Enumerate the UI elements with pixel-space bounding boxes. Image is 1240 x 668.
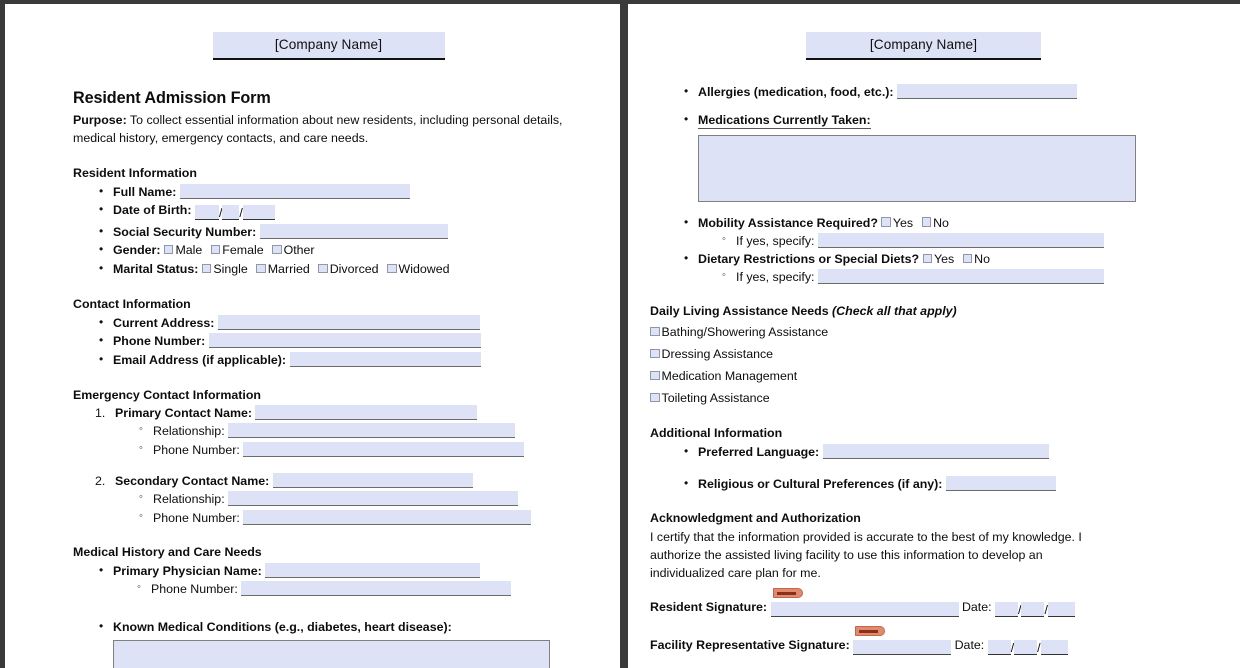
physician-phone-label: Phone Number: [151, 581, 238, 596]
current-address-input[interactable] [218, 315, 480, 330]
field-date-of-birth [99, 202, 584, 223]
additional-information-list [650, 444, 1197, 493]
facility-date-month[interactable] [988, 640, 1011, 655]
marital-option-married-label: Married [267, 262, 310, 277]
field-primary-relationship [139, 423, 584, 441]
gender-option-other-label: Other [283, 243, 315, 258]
field-secondary-relationship [139, 491, 584, 509]
checkbox-icon[interactable] [387, 264, 397, 274]
section-contact-information-heading: Contact Information [73, 296, 191, 311]
physician-phone-sublist [113, 581, 584, 599]
marital-option-divorced[interactable] [318, 262, 378, 276]
date-of-birth-label: Date of Birth: [113, 203, 192, 218]
medications-label: Medications Currently Taken: [698, 113, 871, 128]
resident-date-day[interactable] [1021, 602, 1044, 617]
email-address-label: Email Address (if applicable): [113, 352, 287, 367]
dob-sep-2: / [239, 206, 243, 221]
resident-date-input[interactable] [995, 602, 1075, 620]
ssn-label: Social Security Number: [113, 224, 257, 239]
primary-relationship-input[interactable] [228, 423, 515, 438]
secondary-contact-name-label: Secondary Contact Name: [115, 474, 270, 489]
allergies-input[interactable] [897, 84, 1077, 99]
dob-month-blank[interactable] [195, 205, 219, 220]
marital-option-widowed[interactable] [387, 262, 449, 276]
secondary-phone-input[interactable] [243, 510, 531, 525]
gender-label: Gender: [113, 243, 161, 258]
known-conditions-textbox[interactable] [113, 640, 550, 668]
facility-date-sep-1: / [1010, 641, 1015, 656]
secondary-relationship-input[interactable] [228, 491, 518, 506]
checkbox-icon[interactable] [318, 264, 328, 274]
field-allergies [684, 84, 1197, 102]
daily-living-option-bathing-label: Bathing/Showering Assistance [661, 325, 829, 340]
dietary-specify-sublist [698, 269, 1197, 287]
daily-living-option-dressing-label: Dressing Assistance [661, 347, 774, 362]
emergency-contact-primary [95, 405, 584, 459]
dietary-option-yes-label: Yes [934, 252, 955, 267]
signature-tag-icon [855, 626, 885, 636]
daily-living-heading-text: Daily Living Assistance Needs [650, 304, 829, 319]
facility-signature-row [650, 637, 1197, 658]
facility-date-year[interactable] [1041, 640, 1068, 655]
section-emergency-contact-heading: Emergency Contact Information [73, 387, 261, 402]
physician-phone-input[interactable] [241, 581, 511, 596]
marital-option-single[interactable] [202, 262, 248, 276]
resident-signature-field[interactable] [771, 602, 959, 620]
medical-history-list [73, 563, 584, 668]
facility-date-input[interactable] [988, 640, 1068, 658]
marital-option-married[interactable] [256, 262, 310, 276]
field-preferred-language [684, 444, 1197, 462]
checkbox-icon[interactable] [272, 245, 282, 255]
field-mobility-specify [722, 233, 1197, 251]
secondary-contact-name-input[interactable] [273, 473, 473, 488]
checkbox-icon[interactable] [164, 245, 174, 255]
daily-living-options [650, 324, 1197, 408]
mobility-option-yes-label: Yes [892, 215, 914, 230]
company-name-header: [Company Name] [806, 32, 1041, 60]
religious-preferences-label: Religious or Cultural Preferences (if any): [698, 476, 943, 491]
checkbox-icon[interactable] [881, 217, 891, 227]
emergency-contact-list [73, 405, 584, 527]
checkbox-icon[interactable] [650, 349, 660, 359]
daily-living-option-bathing[interactable] [650, 324, 1197, 342]
resident-date-month[interactable] [995, 602, 1018, 617]
field-email-address [99, 352, 584, 370]
checkbox-icon[interactable] [650, 393, 660, 403]
secondary-contact-sublist [115, 491, 584, 527]
resident-signature-input[interactable] [771, 602, 959, 617]
dietary-label: Dietary Restrictions or Special Diets? [698, 252, 920, 267]
daily-living-option-medication[interactable] [650, 368, 1197, 386]
marital-option-divorced-label: Divorced [329, 262, 379, 277]
purpose-statement [73, 111, 584, 147]
marital-option-widowed-label: Widowed [398, 262, 450, 277]
company-name-header: [Company Name] [213, 32, 445, 60]
field-dietary-specify [722, 269, 1197, 287]
secondary-phone-label: Phone Number: [153, 510, 240, 525]
purpose-label: Purpose: [73, 113, 127, 128]
mobility-label: Mobility Assistance Required? [698, 215, 878, 230]
mobility-specify-label: If yes, specify: [736, 233, 815, 248]
daily-living-option-toileting[interactable] [650, 390, 1197, 408]
field-medications [684, 112, 1197, 202]
checkbox-icon[interactable] [202, 264, 212, 274]
dietary-option-no[interactable] [963, 252, 990, 266]
dob-sep-1: / [218, 206, 223, 221]
resident-date-sep-2: / [1044, 603, 1048, 618]
facility-signature-input[interactable] [853, 640, 951, 655]
gender-option-female[interactable] [211, 243, 264, 257]
primary-contact-name-label: Primary Contact Name: [115, 406, 253, 421]
primary-physician-input[interactable] [265, 563, 480, 578]
medications-textbox[interactable] [698, 135, 1136, 202]
secondary-relationship-label: Relationship: [153, 491, 225, 506]
emergency-contact-secondary [95, 473, 584, 527]
field-dietary-restrictions [684, 251, 1197, 286]
field-physician-phone [137, 581, 584, 599]
preferred-language-input[interactable] [823, 444, 1049, 459]
contact-information-list [73, 315, 584, 370]
page2-medical-list [650, 84, 1197, 287]
phone-number-label: Phone Number: [113, 334, 206, 349]
section-medical-history-heading: Medical History and Care Needs [73, 545, 262, 560]
facility-date-day[interactable] [1014, 640, 1037, 655]
primary-relationship-label: Relationship: [153, 424, 225, 439]
facility-date-label: Date: [954, 638, 985, 653]
daily-living-option-dressing[interactable] [650, 346, 1197, 364]
daily-living-heading-note: (Check all that apply) [832, 304, 957, 319]
dob-year-blank[interactable] [243, 205, 275, 220]
field-phone-number [99, 333, 584, 351]
document-page-1 [5, 4, 620, 668]
field-mobility-assistance [684, 215, 1197, 250]
preferred-language-label: Preferred Language: [698, 445, 820, 460]
gender-option-male[interactable] [164, 243, 202, 257]
section-additional-information-heading: Additional Information [650, 426, 783, 441]
field-secondary-phone [139, 510, 584, 528]
daily-living-option-medication-label: Medication Management [661, 369, 798, 384]
daily-living-option-toileting-label: Toileting Assistance [661, 391, 770, 406]
checkbox-icon[interactable] [650, 327, 660, 337]
facility-signature-field[interactable] [853, 640, 951, 658]
primary-phone-label: Phone Number: [153, 442, 240, 457]
marital-option-single-label: Single [213, 262, 248, 277]
mobility-option-yes[interactable] [881, 216, 913, 230]
field-gender [99, 242, 584, 260]
page-title: Resident Admission Form [73, 88, 271, 107]
resident-signature-label: Resident Signature: [650, 600, 768, 615]
checkbox-icon[interactable] [922, 217, 932, 227]
document-page-2 [628, 4, 1240, 668]
ssn-input[interactable] [260, 224, 448, 239]
gender-option-other[interactable] [272, 243, 315, 257]
allergies-label: Allergies (medication, food, etc.): [698, 84, 894, 99]
dietary-option-no-label: No [974, 252, 991, 267]
field-ssn [99, 224, 584, 242]
signature-tag-icon [773, 588, 803, 598]
phone-number-input[interactable] [209, 333, 481, 348]
checkbox-icon[interactable] [256, 264, 266, 274]
gender-option-female-label: Female [222, 243, 264, 258]
field-current-address [99, 315, 584, 333]
facility-date-sep-2: / [1037, 641, 1041, 656]
field-primary-phone [139, 442, 584, 460]
field-religious-preferences [684, 476, 1197, 494]
mobility-option-no-label: No [933, 215, 949, 230]
resident-date-year[interactable] [1048, 602, 1075, 617]
section-acknowledgment-heading: Acknowledgment and Authorization [650, 511, 861, 526]
dob-day-blank[interactable] [222, 205, 239, 220]
field-marital-status [99, 261, 584, 279]
dietary-specify-input[interactable] [818, 269, 1104, 284]
marital-status-label: Marital Status: [113, 262, 199, 277]
purpose-text: To collect essential information about new residents, including personal details, medical history, emergency contacts, and care needs. [73, 113, 563, 146]
checkbox-icon[interactable] [963, 254, 973, 264]
gender-option-male-label: Male [175, 243, 203, 258]
dietary-option-yes[interactable] [923, 252, 955, 266]
resident-signature-row [650, 599, 1197, 620]
facility-signature-label: Facility Representative Signature: [650, 638, 850, 653]
mobility-specify-sublist [698, 233, 1197, 251]
field-full-name [99, 184, 584, 202]
field-known-conditions [99, 619, 584, 668]
current-address-label: Current Address: [113, 315, 215, 330]
mobility-option-no[interactable] [922, 216, 949, 230]
resident-date-label: Date: [961, 600, 992, 615]
full-name-input[interactable] [180, 184, 410, 199]
religious-preferences-input[interactable] [946, 476, 1056, 491]
primary-contact-name-input[interactable] [255, 405, 477, 420]
section-daily-living-heading [650, 303, 1197, 321]
section-resident-information-heading: Resident Information [73, 165, 197, 180]
primary-contact-sublist [115, 423, 584, 459]
known-conditions-label: Known Medical Conditions (e.g., diabetes, heart disease): [113, 620, 452, 635]
resident-information-list [73, 184, 584, 279]
checkbox-icon[interactable] [211, 245, 221, 255]
full-name-label: Full Name: [113, 184, 177, 199]
dietary-specify-label: If yes, specify: [736, 269, 815, 284]
checkbox-icon[interactable] [650, 371, 660, 381]
email-address-input[interactable] [290, 352, 481, 367]
date-of-birth-input[interactable] [195, 205, 275, 223]
primary-physician-label: Primary Physician Name: [113, 564, 262, 579]
primary-phone-input[interactable] [243, 442, 524, 457]
mobility-specify-input[interactable] [818, 233, 1104, 248]
field-primary-physician [99, 563, 584, 598]
resident-date-sep-1: / [1018, 603, 1022, 618]
checkbox-icon[interactable] [923, 254, 933, 264]
acknowledgment-body: I certify that the information provided is accurate to the best of my knowledge. I authorize the assisted living facility to use this information to develop an individualized care plan for me. [650, 530, 1082, 581]
